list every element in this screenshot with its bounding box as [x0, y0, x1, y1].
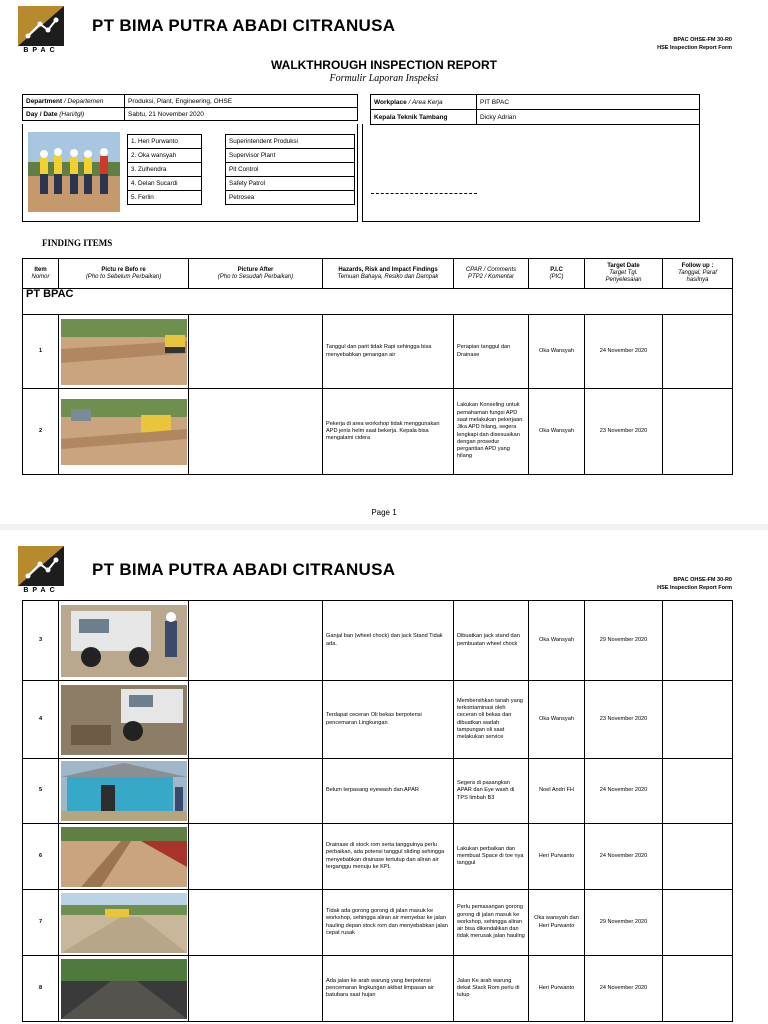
- section-label: PT BPAC: [23, 289, 733, 315]
- table-row: [23, 956, 733, 1022]
- member-name: 2. Oka wansyah: [128, 149, 202, 163]
- member-name: 1. Heri Purwanto: [128, 135, 202, 149]
- photo-before: [59, 824, 189, 890]
- findings-table-page2: [22, 600, 733, 1022]
- finding-target: 24 November 2020: [585, 759, 663, 824]
- member-role: Supervisor Plant: [226, 149, 355, 163]
- finding-followup: [663, 759, 733, 824]
- report-page-2: [0, 530, 768, 1024]
- date-label: Day / Date (Hari/tgl): [23, 108, 125, 121]
- report-subtitle: Formulir Laporan Inspeksi: [329, 73, 439, 84]
- team-row: [128, 191, 355, 205]
- table-row: [23, 824, 733, 890]
- signature-box: [362, 124, 700, 222]
- col-hazard: Hazards, Risk and Impact Findings Temuan Bahaya, Resiko dan Dampak: [323, 259, 454, 289]
- photo-after: [189, 315, 323, 389]
- form-name: HSE Inspection Report Form: [657, 585, 732, 591]
- team-photo: [28, 132, 120, 212]
- member-name: 5. Ferlin: [128, 191, 202, 205]
- col-item: Item Nomor: [23, 259, 59, 289]
- team-row: [128, 135, 355, 149]
- team-row: [128, 177, 355, 191]
- info-table-right: [370, 94, 700, 125]
- finding-followup: [663, 681, 733, 759]
- date-value: Sabtu, 21 November 2020: [125, 108, 358, 121]
- col-before: Pictu re Befo re (Pho to Sebelum Perbaikan): [59, 259, 189, 289]
- form-code: BPAC OHSE-FM 30-R0: [673, 37, 732, 43]
- member-role: Superintendent Produksi: [226, 135, 355, 149]
- table-row: [23, 759, 733, 824]
- section-row: [23, 289, 733, 315]
- finding-number: 4: [23, 681, 59, 759]
- finding-pic: Heri Purwanto: [529, 956, 585, 1022]
- finding-hazard: Ada jalan ke arah warung yang berpotensi pencemaran lingkungan akibat limpasan air batubara saat hujan: [323, 956, 454, 1022]
- finding-cpar: Perapian tanggul dan Drainase: [454, 315, 529, 389]
- member-role: Petrosea: [226, 191, 355, 205]
- finding-followup: [663, 315, 733, 389]
- finding-target: 29 November 2020: [585, 890, 663, 956]
- finding-pic: Oka Wansyah: [529, 315, 585, 389]
- finding-number: 1: [23, 315, 59, 389]
- finding-target: 23 November 2020: [585, 681, 663, 759]
- company-logo: [18, 6, 64, 58]
- finding-hazard: Tanggul dan parit tidak Rapi sehingga bisa menyebabkan genangan air: [323, 315, 454, 389]
- finding-hazard: Tidak ada gorong gorong di jalan masuk ke workshop, sehingga aliran air menyebar ke jalan hauling depan stock rom dan menyebabkan jalan cepat rusak: [323, 890, 454, 956]
- finding-cpar: Segera di pasangkan APAR dan Eye wash di TPS limbah B3: [454, 759, 529, 824]
- finding-hazard: Ganjal ban (wheel chock) dan jack Stand Tidak ada.: [323, 601, 454, 681]
- bpac-logo-icon: [18, 546, 64, 586]
- member-role: Safety Patrol: [226, 177, 355, 191]
- photo-before: [59, 956, 189, 1022]
- kepala-label: Kepala Teknik Tambang: [371, 110, 477, 125]
- signature-line: [371, 193, 477, 194]
- team-row: [128, 149, 355, 163]
- department-label: Department / Departemen: [23, 95, 125, 108]
- team-members-table: [127, 134, 355, 205]
- table-header-row: [23, 259, 733, 289]
- form-code-block: [657, 576, 732, 592]
- member-name: 4. Delan Sucardi: [128, 177, 202, 191]
- finding-number: 7: [23, 890, 59, 956]
- finding-pic: Oka wansyah dan Heri Purwanto: [529, 890, 585, 956]
- finding-cpar: Perlu pemasangan gorong gorong di jalan masuk ke workshop, sehingga aliran air bisa dikendalikan dan tidak merusak jalan hauling: [454, 890, 529, 956]
- company-logo: [18, 546, 64, 598]
- finding-number: 5: [23, 759, 59, 824]
- form-code-block: [657, 36, 732, 52]
- finding-cpar: Lakukan perbaikan dan membuat Space di toe nya tanggul: [454, 824, 529, 890]
- finding-hazard: Pekerja di area workshop tidak menggunakan APD jenis helm saat bekerja. Kepala bisa mengalami cidera: [323, 389, 454, 475]
- logo-text: BPAC: [23, 47, 59, 54]
- col-cpar: CPAR / Comments PTP2 / Komentar: [454, 259, 529, 289]
- team-row: [128, 163, 355, 177]
- photo-after: [189, 601, 323, 681]
- table-row: [23, 389, 733, 475]
- team-box: [22, 124, 358, 222]
- findings-table-page1: [22, 258, 733, 475]
- page-number: Page 1: [371, 508, 397, 517]
- table-row: [23, 315, 733, 389]
- photo-after: [189, 956, 323, 1022]
- finding-number: 6: [23, 824, 59, 890]
- finding-followup: [663, 956, 733, 1022]
- form-code: BPAC OHSE-FM 30-R0: [673, 577, 732, 583]
- finding-number: 8: [23, 956, 59, 1022]
- finding-target: 24 November 2020: [585, 315, 663, 389]
- table-row: [23, 601, 733, 681]
- finding-cpar: Lakukan Konseling untuk pemahaman fungsi APD saat melakukan pekerjaan. Jika APD hilang, segera lengkapi dan disesuaikan dengan prosedur pergantian APD yang hilang: [454, 389, 529, 475]
- workplace-label: Workplace / Area Kerja: [371, 95, 477, 110]
- finding-hazard: Drainase di stock rom serta tanggulnya perlu perbaikan, ada potensi tanggul sliding sehingga menyebabkan drainase tertutup dan aliran air terganggu menuju ke KPL: [323, 824, 454, 890]
- workplace-value: PIT BPAC: [477, 95, 700, 110]
- photo-after: [189, 681, 323, 759]
- photo-before: [59, 759, 189, 824]
- photo-before: [59, 890, 189, 956]
- info-table-left: [22, 94, 358, 121]
- finding-hazard: Belum terpasang eyewash dan APAR: [323, 759, 454, 824]
- bpac-logo-icon: [18, 6, 64, 46]
- finding-pic: Noel Andri FH: [529, 759, 585, 824]
- finding-pic: Oka Wansyah: [529, 681, 585, 759]
- company-name: PT BIMA PUTRA ABADI CITRANUSA: [92, 560, 396, 579]
- col-after: Picture After (Pho to Sesudah Perbaikan): [189, 259, 323, 289]
- finding-followup: [663, 389, 733, 475]
- finding-hazard: Terdapat ceceran Oli bekas berpotensi pencemaran Lingkungan: [323, 681, 454, 759]
- finding-cpar: Jalan Ke arah warung dekat Stack Rom perlu di tutup: [454, 956, 529, 1022]
- report-title: WALKTHROUGH INSPECTION REPORT: [270, 58, 497, 72]
- finding-cpar: Dibuatkan jack stand dan pembuatan wheel chock: [454, 601, 529, 681]
- col-target: Target Date Target Tgl. Penyelesaian: [585, 259, 663, 289]
- kepala-value: Dicky Adrian: [477, 110, 700, 125]
- form-name: HSE Inspection Report Form: [657, 45, 732, 51]
- col-follow: Follow up : Tanggal, Paraf hasilnya: [663, 259, 733, 289]
- finding-target: 23 November 2020: [585, 389, 663, 475]
- finding-target: 24 November 2020: [585, 956, 663, 1022]
- photo-before: [59, 315, 189, 389]
- member-role: Pit Control: [226, 163, 355, 177]
- department-value: Produksi, Plant, Engineering, OHSE: [125, 95, 358, 108]
- finding-pic: Heri Purwanto: [529, 824, 585, 890]
- finding-pic: Oka Wansyah: [529, 601, 585, 681]
- logo-text: BPAC: [23, 587, 59, 594]
- finding-followup: [663, 824, 733, 890]
- member-name: 3. Zulhendra: [128, 163, 202, 177]
- finding-number: 3: [23, 601, 59, 681]
- finding-cpar: Membersihkan tanah yang terkontaminasi oleh ceceran oli bekas dan dibuatkan wadah tampungan oli saat melakukan service: [454, 681, 529, 759]
- table-row: [23, 681, 733, 759]
- photo-before: [59, 389, 189, 475]
- photo-after: [189, 824, 323, 890]
- photo-after: [189, 759, 323, 824]
- table-row: [23, 890, 733, 956]
- finding-followup: [663, 601, 733, 681]
- company-name: PT BIMA PUTRA ABADI CITRANUSA: [92, 16, 396, 35]
- finding-number: 2: [23, 389, 59, 475]
- photo-before: [59, 601, 189, 681]
- finding-target: 24 November 2020: [585, 824, 663, 890]
- photo-after: [189, 389, 323, 475]
- photo-before: [59, 681, 189, 759]
- finding-target: 29 November 2020: [585, 601, 663, 681]
- finding-pic: Oka Wansyah: [529, 389, 585, 475]
- photo-after: [189, 890, 323, 956]
- finding-items-heading: FINDING ITEMS: [42, 238, 113, 248]
- finding-followup: [663, 890, 733, 956]
- col-pic: P.I.C (PIC): [529, 259, 585, 289]
